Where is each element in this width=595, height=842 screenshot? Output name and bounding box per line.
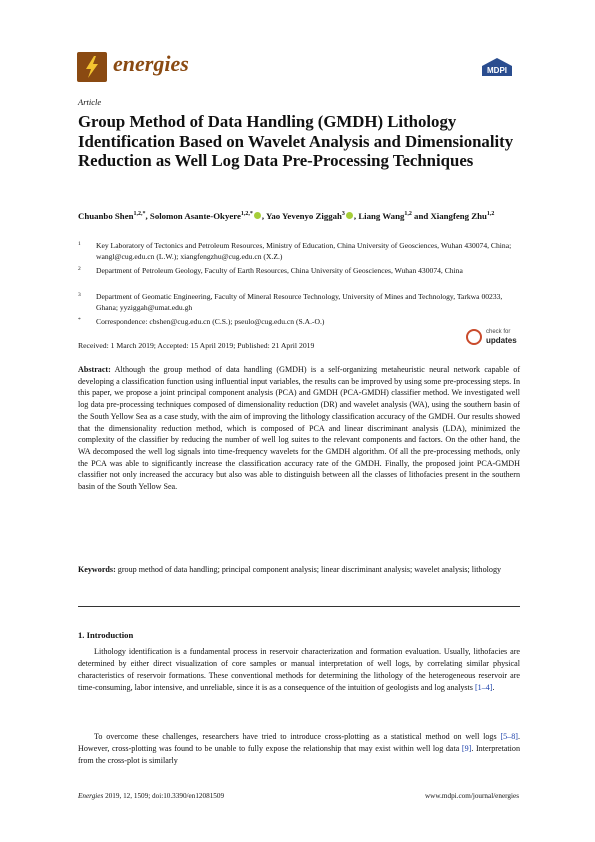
affiliation-number: * [78, 317, 81, 323]
author-name: Chuanbo Shen [78, 210, 134, 221]
author-affiliation-marker: 3 [341, 211, 345, 217]
author-name: Liang Wang [358, 210, 405, 221]
footer-doi: 2019, 12, 1509; doi:10.3390/en12081509 [103, 792, 225, 800]
affiliation-text: Department of Petroleum Geology, Faculty of Earth Resources, China University of Geosciences, Wuhan 430074, China [96, 266, 463, 275]
journal-logo [77, 52, 107, 82]
intro-p2-text-2: . However, cross-plotting was found to be unable to fully expose the relationship that may exist within well log data [78, 732, 520, 754]
check-updates-badge[interactable] [466, 328, 522, 348]
keywords-label: Keywords: [78, 565, 116, 574]
mdpi-logo-text: MDPI [487, 66, 507, 75]
intro-p2-text: To overcome these challenges, researchers have tried to introduce cross-plotting as a statistical method on well logs [94, 732, 501, 741]
footer-citation [78, 792, 224, 800]
intro-p1-text: Lithology identification is a fundamental process in reservoir characterization and formation evaluation. Usually, lithofacies are determined by either direct visualization of core samples or manual interpretation of well logs, by correlating similar physical characteristics of reservoir formations. These conventional methods for determining the lithology of the heterogeneous reservoir are time-consuming, labor intensive, and unreliable, since it is as a consequence of the intuition of geologists and log analysts [78, 647, 520, 693]
abstract-label: Abstract: [78, 365, 111, 374]
author-affiliation-marker: 1,2 [486, 211, 495, 217]
orcid-icon[interactable] [346, 212, 353, 219]
lightning-icon [77, 52, 107, 82]
paper-title: Group Method of Data Handling (GMDH) Lithology Identification Based on Wavelet Analysis and Dimensionality Reduction as Well Log Data Pre-Processing Techniques [78, 112, 514, 170]
author-affiliation-marker: 1,2,* [240, 211, 253, 217]
author-name: Xiangfeng Zhu [430, 210, 487, 221]
footer-url[interactable]: www.mdpi.com/journal/energies [424, 792, 519, 800]
author-affiliation-marker: 1,2 [404, 211, 412, 217]
author-separator: , [261, 210, 266, 221]
author-separator: , [145, 210, 150, 221]
intro-paragraph-2 [78, 731, 520, 767]
affiliation-text: Correspondence: cbshen@cug.edu.cn (C.S.); pseulo@cug.edu.cn (S.A.-O.) [96, 317, 325, 326]
keywords [78, 564, 520, 576]
footer-journal: Energies [78, 792, 104, 800]
author-separator: and [411, 210, 431, 221]
abstract-text: Although the group method of data handling (GMDH) is a self-organizing metaheuristic neural network capable of developing a classification function using influential input variables, the results can be improved by using some pre-processing steps. In this paper, we propose a joint principal component analysis (PCA) and GMDH (PCA-GMDH) classifier method. We investigated well log data pre-processing techniques composed of dimensionality reduction (DR) and wavelet analysis (WA), using the southern basin of the South Yellow Sea as a case study, with the aim of improving the lithology classification accuracy of the GMDH. Our results showed that the dimensionality reduction method, which is composed of PCA and linear discriminant analysis (LDA), minimized the complexity of the classifier by reducing the number of well log suites to the relevant components and factors. On the other hand, the WA decomposed the well log signals into time-frequency wavelets for the GMDH algorithm. Of all the pre-processing methods, only the PCA was able to significantly increase the classification accuracy rate of the GMDH. Finally, the proposed joint PCA-GMDH classifier not only increased the accuracy but also was able to distinguish between all the classes of lithofacies present in the southern basin of the South Yellow Sea. [78, 365, 521, 492]
author-name: Solomon Asante-Okyere [149, 210, 241, 221]
check-updates-line1: check for [486, 329, 511, 335]
intro-paragraph-1 [78, 646, 520, 694]
affiliation-text: Key Laboratory of Tectonics and Petroleum Resources, Ministry of Education, China University of Geosciences, Wuhan 430074, China; wangl@cug.edu.cn (L.W.); xiangfengzhu@cug.edu.cn (X.Z.) [96, 241, 512, 262]
intro-p2-text-3: . Interpretation from the cross-plot is similarly [78, 744, 520, 766]
article-type: Article [78, 97, 102, 107]
citation-link[interactable]: [9] [461, 744, 472, 754]
author-name: Yao Yevenyo Ziggah [265, 210, 342, 221]
affiliation-text: Department of Geomatic Engineering, Faculty of Mineral Resource Technology, University of Mines and Technology, Tarkwa 00233, Ghana; yyziggah@umat.edu.gh [96, 292, 503, 313]
intro-p1-end: . [492, 683, 495, 693]
author-separator: , [353, 210, 359, 221]
journal-name: energies [113, 51, 189, 76]
keywords-text: group method of data handling; principal component analysis; linear discriminant analysis; wavelet analysis; lithology [117, 565, 502, 574]
affiliation-number: 1 [78, 241, 81, 247]
check-updates-icon [466, 329, 482, 345]
check-updates-line2: updates [486, 336, 517, 345]
author-list [78, 208, 523, 223]
section-divider [78, 606, 520, 607]
orcid-icon[interactable] [254, 212, 261, 219]
citation-link[interactable]: [5–8] [500, 732, 518, 741]
author-affiliation-marker: 1,2,* [133, 211, 146, 217]
affiliation-number: 3 [78, 292, 81, 298]
citation-link[interactable]: [1–4] [474, 683, 493, 693]
affiliation-number: 2 [78, 266, 81, 272]
publication-dates: Received: 1 March 2019; Accepted: 15 April 2019; Published: 21 April 2019 [78, 341, 315, 350]
mdpi-logo [478, 56, 516, 80]
abstract [78, 364, 520, 493]
section-heading: 1. Introduction [78, 630, 134, 640]
